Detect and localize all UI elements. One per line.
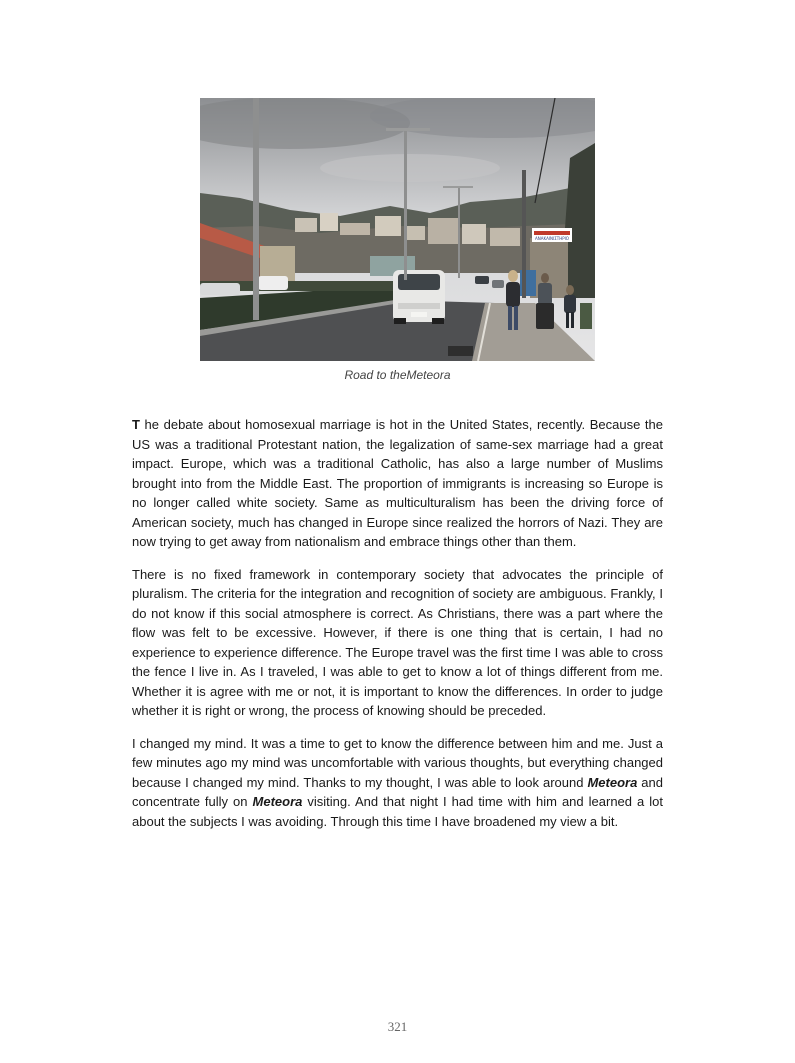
paragraph-3-text-c: visiting. And that night I had time with him and learned a lot about the subjects I was avoiding. Through this time I have broadened my view a bit. bbox=[132, 794, 663, 829]
paragraph-1 bbox=[132, 415, 663, 552]
emphasis-meteora-2: Meteora bbox=[252, 794, 303, 809]
paragraph-1-text: he debate about homosexual marriage is hot in the United States, recently. Because the US was a traditional Protestant nation, the legalization of same-sex marriage had a great impact. Europe, which was a traditional Catholic, has also a large number of Muslims brought into from the Middle East. The proportion of immigrants is increasing so Europe is no longer called white society. Same as multiculturalism has been the driving force of American society, much has changed in Europe since realized the horrors of Nazi. They are now trying to get away from nationalism and embrace things other than them. bbox=[132, 417, 663, 549]
paragraph-3 bbox=[132, 734, 663, 832]
emphasis-meteora-1: Meteora bbox=[587, 774, 638, 790]
article-body bbox=[132, 415, 663, 844]
paragraph-2: There is no fixed framework in contemporary society that advocates the principle of pluralism. The criteria for the integration and recognition of society are ambiguous. Frankly, I do not know if this social atmosphere is correct. As Christians, there was a part where the flow was felt to be excessive. However, if there is one thing that is certain, I had no experience to experience difference. The Europe travel was the first time I was able to cross the fence I live in. As I traveled, I was able to get to know a lot of things different from me. Whether it is agree with me or not, it is important to know the differences. In order to judge whether it is right or wrong, the process of knowing should be preceded. bbox=[132, 566, 663, 718]
photo-caption: Road to theMeteora bbox=[344, 368, 451, 382]
drop-cap: T bbox=[132, 417, 140, 432]
paragraph-3-text-a: I changed my mind. It was a time to get to know the difference between him and me. Just a few minutes ago my mind was uncomfortable with various thoughts, but everything changed because I changed my mind. Thanks to my thought, I was able to look around bbox=[132, 735, 663, 790]
sign-text: ΑΝΑΚΑΙΝΙΣΤΗΡΙΟ bbox=[535, 236, 569, 241]
paragraph-3-text-b: and concentrate fully on bbox=[132, 774, 663, 809]
page-number: 321 bbox=[387, 1019, 408, 1034]
road-photo bbox=[200, 98, 595, 361]
